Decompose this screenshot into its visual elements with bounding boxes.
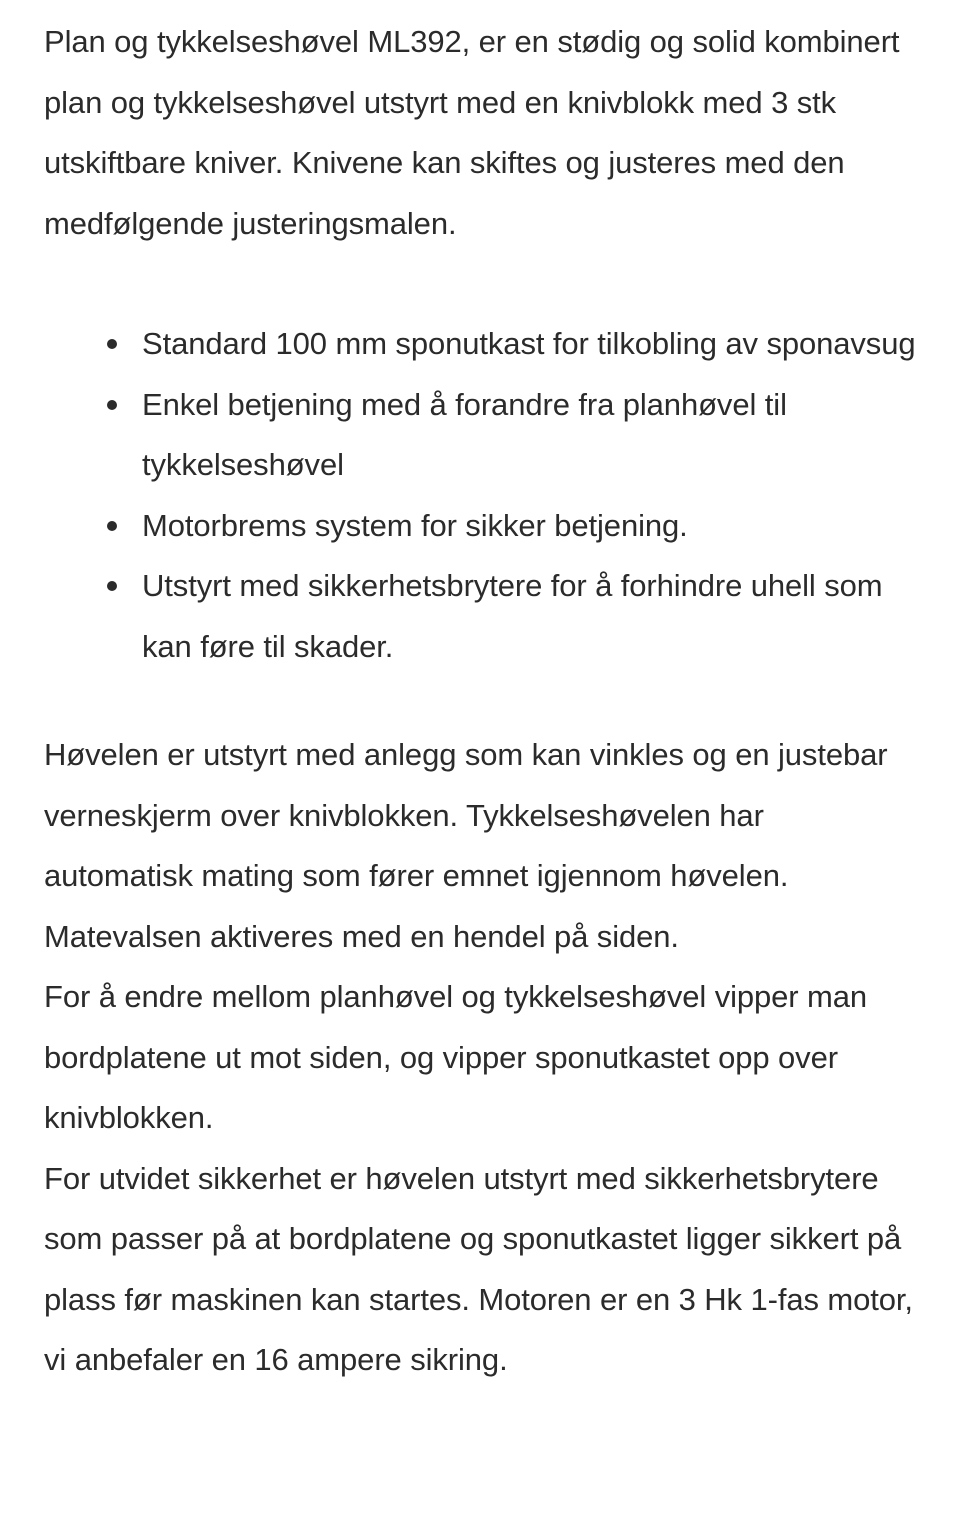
feature-item: Motorbrems system for sikker betjening. <box>142 496 916 557</box>
feature-item: Standard 100 mm sponutkast for tilkobling av sponavsug <box>142 314 916 375</box>
description-paragraph: For utvidet sikkerhet er høvelen utstyrt med sikkerhetsbrytere som passer på at bordplatene og sponutkastet ligger sikkert på plass før maskinen kan startes. Motoren er en 3 Hk 1-fas motor, vi anbefaler en 16 ampere sikring. <box>44 1160 913 1377</box>
feature-list <box>44 314 916 677</box>
feature-item: Utstyrt med sikkerhetsbrytere for å forhindre uhell som kan føre til skader. <box>142 556 916 677</box>
feature-item: Enkel betjening med å forandre fra planhøvel til tykkelseshøvel <box>142 375 916 496</box>
description-paragraph: For å endre mellom planhøvel og tykkelseshøvel vipper man bordplatene ut mot siden, og vipper sponutkastet opp over knivblokken. <box>44 979 868 1135</box>
description-paragraph: Høvelen er utstyrt med anlegg som kan vinkles og en justebar verneskjerm over knivblokken. Tykkelseshøvelen har automatisk mating som fører emnet igjennom høvelen. Matevalsen aktiveres med en hendel på siden. <box>44 737 888 954</box>
intro-paragraph: Plan og tykkelseshøvel ML392, er en stødig og solid kombinert plan og tykkelseshøvel utstyrt med en knivblokk med 3 stk utskiftbare kniver. Knivene kan skiftes og justeres med den medfølgende justeringsmalen. <box>44 24 900 241</box>
